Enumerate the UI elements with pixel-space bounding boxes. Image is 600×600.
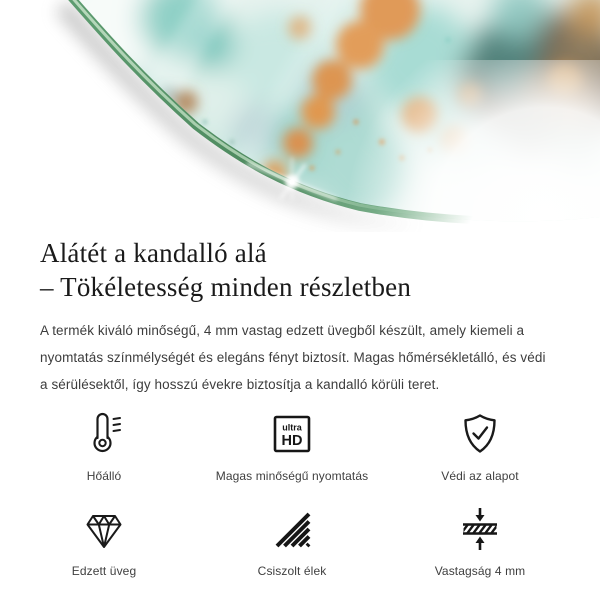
feature-tempered-glass: [10, 503, 198, 578]
page-title-line1: Alátét a kandalló alá: [40, 238, 267, 268]
hd-text: HD: [281, 433, 303, 449]
feature-label: Védi az alapot: [441, 469, 519, 483]
feature-label: Magas minőségű nyomtatás: [215, 469, 369, 483]
content-section: [0, 236, 600, 398]
polished-edges-icon: [268, 503, 316, 553]
feature-label: Edzett üveg: [71, 564, 137, 578]
feature-thickness: [386, 503, 574, 578]
thermometer-icon: [80, 408, 128, 458]
feature-label: Vastagság 4 mm: [434, 564, 526, 578]
feature-polished-edges: [198, 503, 386, 578]
diamond-icon: [80, 503, 128, 553]
feature-label: Hőálló: [86, 469, 122, 483]
shield-check-icon: [456, 408, 504, 458]
hero-product-photo: [0, 0, 600, 232]
ultra-text: ultra: [282, 422, 302, 433]
feature-grid: [10, 408, 574, 578]
feature-print-quality: [198, 408, 386, 483]
feature-label: Csiszolt élek: [257, 564, 327, 578]
ultra-hd-icon: [268, 408, 316, 458]
page-title-line2: – Tökéletesség minden részletben: [40, 272, 412, 302]
page-title: [40, 236, 560, 304]
glass-mat-image: [0, 0, 600, 232]
feature-protects-base: [386, 408, 574, 483]
thickness-icon: [456, 503, 504, 553]
product-description: A termék kiváló minőségű, 4 mm vastag edzett üvegből készült, amely kiemeli a nyomtatás színmélységét és elegáns fényt biztosít. Magas hőmérsékletálló, és védi a sérülésektől, így hosszú évekre biztosítja a kandalló körüli teret.: [40, 323, 546, 392]
feature-heat-resistant: [10, 408, 198, 483]
